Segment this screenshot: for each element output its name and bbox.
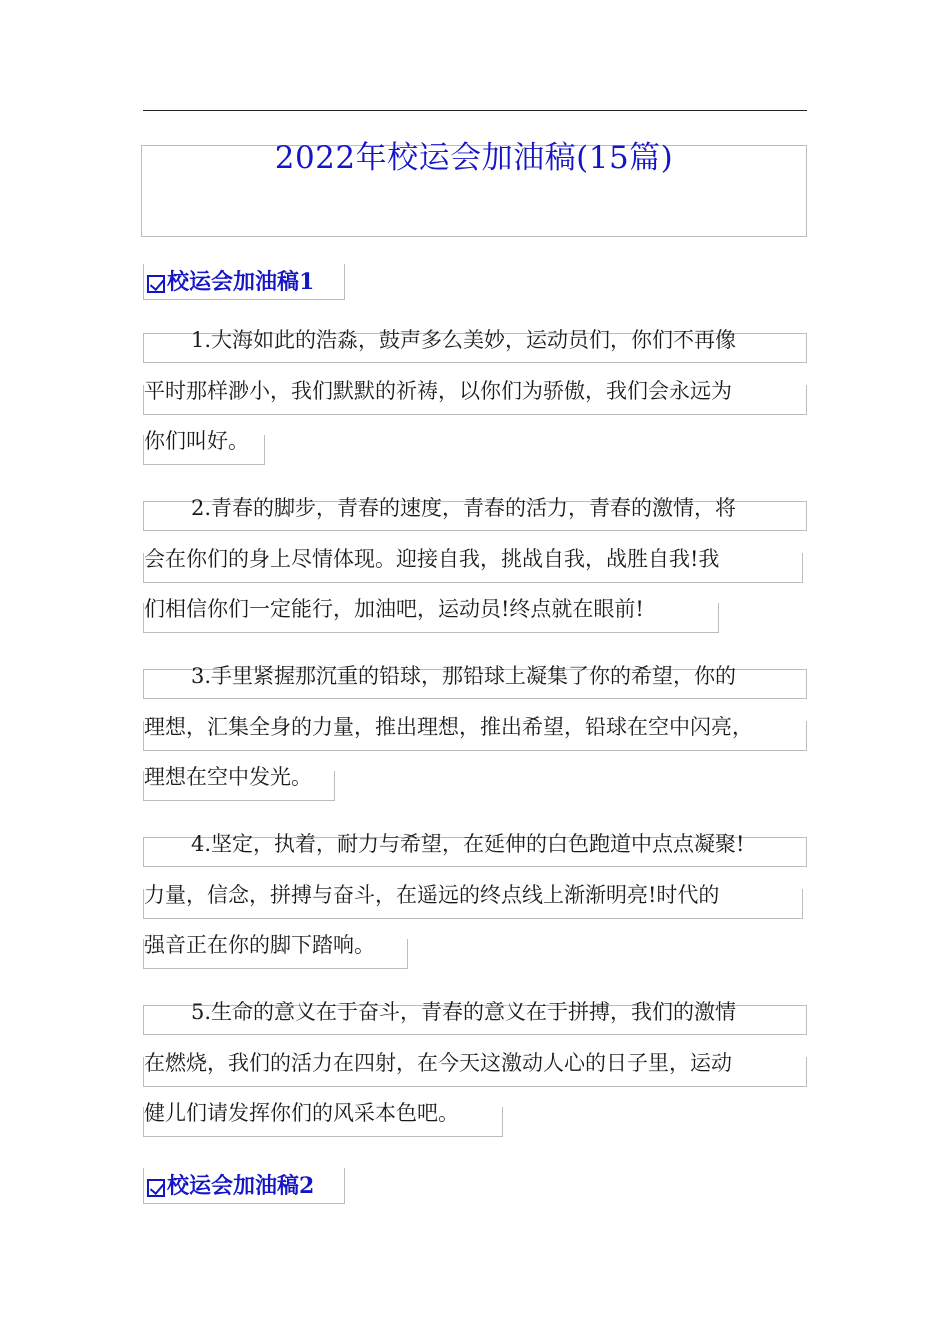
paragraph-line: 5.生命的意义在于奋斗，青春的意义在于拼搏，我们的激情 bbox=[143, 1005, 807, 1035]
page-title: 2022年校运会加油稿(15篇) bbox=[274, 140, 674, 176]
paragraph-line: 健儿们请发挥你们的风采本色吧。 bbox=[143, 1107, 503, 1137]
paragraph-line: 们相信你们一定能行，加油吧，运动员!终点就在眼前! bbox=[143, 603, 719, 633]
section-heading-1 bbox=[143, 264, 345, 300]
paragraph-line: 理想，汇集全身的力量，推出理想，推出希望，铅球在空中闪亮， bbox=[143, 721, 807, 751]
paragraph-line: 在燃烧，我们的活力在四射，在今天这激动人心的日子里，运动 bbox=[143, 1057, 807, 1087]
section-heading-text: 校运会加油稿1 bbox=[167, 269, 315, 295]
paragraph-line: 力量，信念，拼搏与奋斗，在遥远的终点线上渐渐明亮!时代的 bbox=[143, 889, 803, 919]
checkbox-icon bbox=[147, 1179, 165, 1197]
paragraph-line: 你们叫好。 bbox=[143, 435, 265, 465]
section-heading-text: 校运会加油稿2 bbox=[167, 1173, 315, 1199]
top-rule bbox=[143, 110, 807, 111]
paragraph-line: 理想在空中发光。 bbox=[143, 771, 335, 801]
paragraph-line: 4.坚定，执着，耐力与希望，在延伸的白色跑道中点点凝聚! bbox=[143, 837, 807, 867]
paragraph-line: 强音正在你的脚下踏响。 bbox=[143, 939, 408, 969]
checkbox-icon bbox=[147, 275, 165, 293]
section-heading-2 bbox=[143, 1168, 345, 1204]
paragraph-line: 会在你们的身上尽情体现。迎接自我，挑战自我，战胜自我!我 bbox=[143, 553, 803, 583]
paragraph-line: 3.手里紧握那沉重的铅球，那铅球上凝集了你的希望，你的 bbox=[143, 669, 807, 699]
paragraph-line: 2.青春的脚步，青春的速度，青春的活力，青春的激情，将 bbox=[143, 501, 807, 531]
paragraph-line: 1.大海如此的浩淼，鼓声多么美妙，运动员们，你们不再像 bbox=[143, 333, 807, 363]
paragraph-line: 平时那样渺小，我们默默的祈祷，以你们为骄傲，我们会永远为 bbox=[143, 385, 807, 415]
